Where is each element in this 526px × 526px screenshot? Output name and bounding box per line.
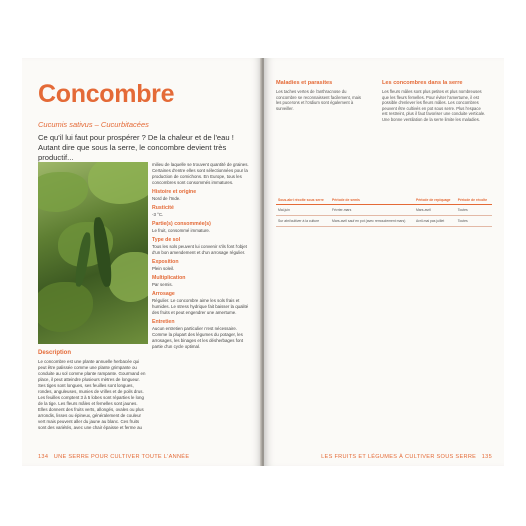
section-heading: Type de sol [152, 237, 181, 243]
table-header-row [276, 196, 492, 205]
table-row [276, 205, 492, 216]
table-row [276, 216, 492, 227]
right-page [264, 58, 504, 466]
left-page [22, 58, 262, 466]
section-heading: Rusticité [152, 205, 174, 211]
table-cell: Toutes [456, 216, 492, 227]
running-title: UNE SERRE POUR CULTIVER TOUTE L'ANNÉE [53, 454, 190, 460]
calendar-table [276, 196, 492, 227]
latin-name: Cucumis sativus – Cucurbitacées [38, 120, 149, 129]
section-text: -3 °C. [152, 212, 164, 217]
table-cell: Avril-mai pas juillet [414, 216, 456, 227]
running-title: LES FRUITS ET LÉGUMES À CULTIVER SOUS SERRE [321, 454, 477, 460]
description-heading: Description [38, 350, 72, 356]
serre-heading: Les concombres dans la serre [382, 80, 463, 86]
section-text: Aucun entretien particulier n'est nécessaire. Comme la plupart des légumes du potager, les arrosages, les binages et les désherbages font partie d'un cycle optimal. [152, 326, 244, 349]
table-header: Période de repiquage [414, 196, 456, 205]
section-text: Le fruit, consommé immature. [152, 228, 211, 233]
section-heading: Histoire et origine [152, 189, 197, 195]
section-text: Tous les sols peuvent lui convenir s'ils font l'objet d'un bon amendement et d'un arrosage régulier. [152, 244, 247, 255]
maladies-text: Les taches vertes de l'anthracnose du concombre se reconnaissent facilement, mais les pucerons et l'oïdium sont également à surveiller. [276, 89, 361, 111]
serre-text: Les fleurs mâles sont plus petites et plus nombreuses que les fleurs femelles. Pour éviter l'amertume, il est possible d'enlever les fleurs mâles. Les concombres peuvent être cultivés en pot sous serre. Plus l'espace est restreint, plus il faut favoriser une conduite verticale. Une bonne ventilation de la serre limite les maladies. [382, 89, 486, 122]
page-number: 134 [38, 454, 49, 460]
table-header: Période de semis [330, 196, 414, 205]
cucumber-photo [38, 162, 148, 344]
section-text: Plein soleil. [152, 266, 175, 271]
side-column [152, 162, 252, 350]
description-text: Le concombre est une plante annuelle herbacée qui peut être palissée comme une plante grimpante ou conduite au sol comme plante rampante. Gourmand en place, il peut atteindre plusieurs mètres de longueur. Ses tiges sont longues, ses feuilles sont longues, rondes, anguleuses, munies de vrilles et de poils drus. Les feuilles comptent 3 à 5 lobes sont réparties le long de la tige. Les fleurs mâles et femelles sont jaunes. Elles donnent des fruits verts, allongés, ovales ou plus arrondis, lisses ou épineux, généralement de couleur vert mais peuvent aller du jaune au blanc. Ces fruits sont des variétés, avec une chair épaisse et ferme au [38, 359, 146, 430]
section-text: Régulier. Le concombre aime les sols frais et humides. Le stress hydrique fait baisser la qualité des fruits et peut engendrer une amertume. [152, 298, 249, 315]
open-book [22, 58, 504, 466]
page-number: 135 [481, 454, 492, 460]
table-cell: Sur abri/cultiver à la culture [276, 216, 330, 227]
section-heading: Exposition [152, 259, 179, 265]
table-header: Sous-abri récolte sous serre [276, 196, 330, 205]
table-cell: Mai-juin [276, 205, 330, 216]
side-intro: milieu de laquelle se trouvent quantité de graines. Certaines d'entre elles sont sélectionnées pour la production de cornichons. En Europe, tous les concombres sont consommés immatures. [152, 162, 249, 185]
section-heading: Entretien [152, 319, 175, 325]
page-title: Concombre [38, 80, 175, 108]
table-cell: Mars-avril [414, 205, 456, 216]
maladies-heading: Maladies et parasites [276, 80, 333, 86]
table-cell: Toutes [456, 205, 492, 216]
table-cell: Février-mars [330, 205, 414, 216]
section-heading: Arrosage [152, 291, 175, 297]
intro-text: Ce qu'il lui faut pour prospérer ? De la chaleur et de l'eau ! Autant dire que sous la serre, le concombre devient très productif... [38, 133, 234, 162]
left-footer [38, 454, 189, 460]
section-text: Nord de l'Inde. [152, 196, 181, 201]
right-footer [321, 454, 492, 460]
section-heading: Multiplication [152, 275, 186, 281]
section-text: Par semis. [152, 282, 173, 287]
table-cell: Mars-avril sauf en pot (avec remoudement mars) [330, 216, 414, 227]
section-heading: Partie(s) consommée(s) [152, 221, 211, 227]
table-header: Période de récolte [456, 196, 492, 205]
